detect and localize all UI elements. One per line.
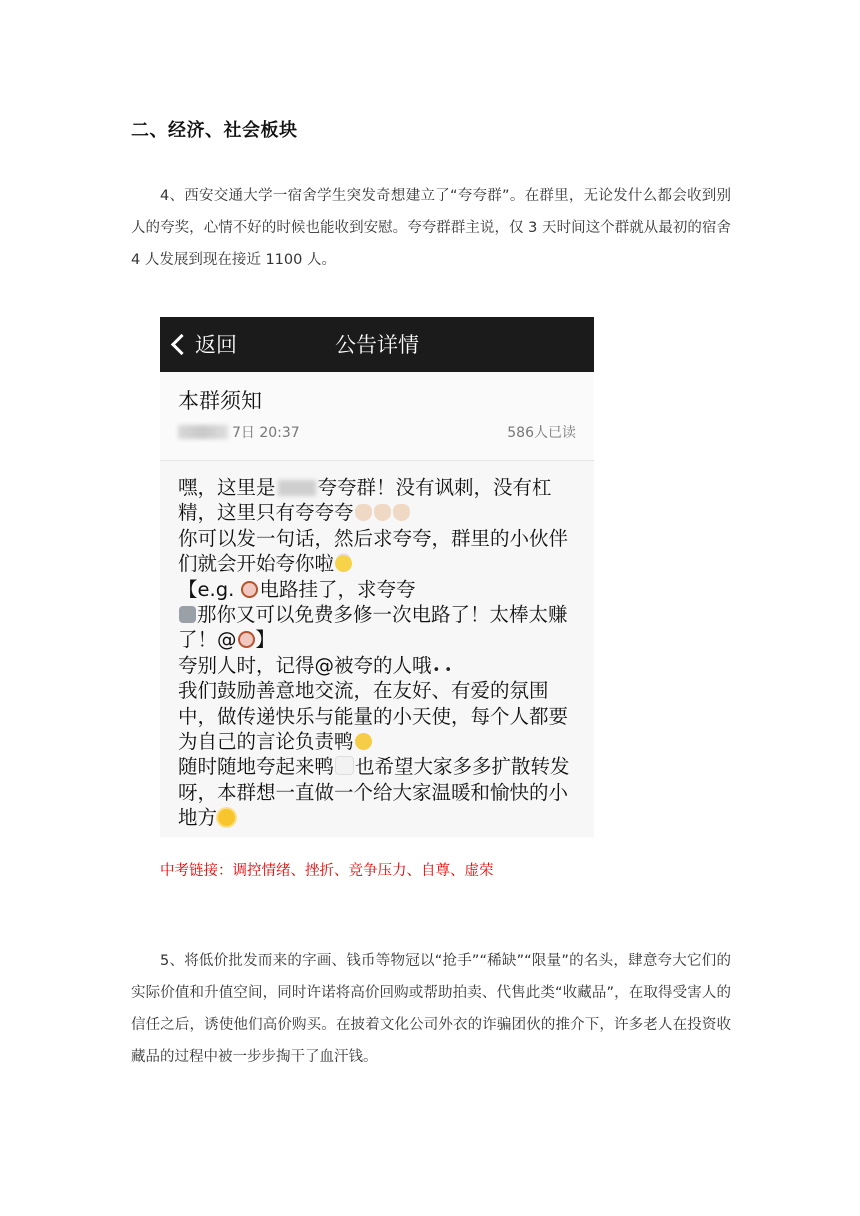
notice-line: 们就会开始夸你啦 <box>178 551 578 576</box>
grin-face-icon <box>355 733 372 750</box>
blurred-name <box>278 480 316 496</box>
clap-icon <box>374 504 391 521</box>
girl-face-icon <box>241 581 258 598</box>
clap-icon <box>355 504 372 521</box>
notice-title: 本群须知 <box>178 389 262 413</box>
praying-hands-icon <box>335 756 354 775</box>
back-label: 返回 <box>195 333 237 357</box>
notice-line: 那你又可以免费多修一次电路了！太棒太赚 <box>178 602 578 627</box>
notice-header <box>160 372 594 461</box>
paragraph-5: 5、将低价批发而来的字画、钱币等物冠以“抢手”“稀缺”“限量”的名头，肆意夸大它们的实际价值和升值空间，同时许诺将高价回购或帮助拍卖、代售此类“收藏品”，在取得受害人的信任之后，诱使他们高价购买。在披着文化公司外衣的诈骗团伙的推介下，许多老人在投资收藏品的过程中被一步步掏干了血汗钱。 <box>131 953 731 1065</box>
read-count: 586人已读 <box>507 425 576 441</box>
notice-line: 随时随地夸起来鸭 也希望大家多多扩散转发 <box>178 755 570 779</box>
paragraph-4: 4、西安交通大学一宿舍学生突发奇想建立了“夸夸群”。在群里，无论发什么都会收到别人的夸奖，心情不好的时候也能收到安慰。夸夸群群主说，仅 3 天时间这个群就从最初的宿舍 4 人发展到现在接近 1100 人。 <box>131 188 731 268</box>
notice-line: 地方 <box>178 805 578 830</box>
sun-icon <box>218 809 235 826</box>
notice-date: 7日 20:37 <box>232 425 300 441</box>
exam-link-line: 中考链接：调控情绪、挫折、竞争压力、自尊、虚荣 <box>160 863 494 879</box>
screenshot-title: 公告详情 <box>335 333 419 357</box>
blurred-author <box>178 425 228 439</box>
man-face-icon <box>179 606 196 623</box>
notice-line: 嘿，这里是 夸夸群！没有讽刺，没有杠 <box>178 476 552 499</box>
eyes-icon <box>433 655 449 663</box>
notice-line: 你可以发一句话，然后求夸夸，群里的小伙伴 <box>178 526 569 550</box>
group-notice-screenshot <box>160 317 594 837</box>
girl-face-icon <box>238 631 255 648</box>
notice-line: 呀，本群想一直做一个给大家温暖和愉快的小 <box>178 780 569 804</box>
notice-line: 为自己的言论负责鸭 <box>178 729 578 754</box>
screenshot-nav-bar <box>160 317 594 372</box>
notice-line: 中，做传递快乐与能量的小天使，每个人都要 <box>178 704 569 728</box>
notice-line: 我们鼓励善意地交流，在友好、有爱的氛围 <box>178 679 549 703</box>
notice-line: 夸别人时，记得@被夸的人哦• • <box>178 653 578 678</box>
clap-icon <box>393 504 410 521</box>
angel-face-icon <box>335 555 352 572</box>
notice-line: 精，这里只有夸夸夸 <box>178 500 578 525</box>
notice-body <box>160 461 594 831</box>
section-title: 二、经济、社会板块 <box>131 120 298 141</box>
notice-line: 【e.g. 电路挂了，求夸夸 <box>178 577 416 601</box>
notice-meta <box>178 422 300 442</box>
notice-line: 了！@ 】 <box>178 628 276 652</box>
